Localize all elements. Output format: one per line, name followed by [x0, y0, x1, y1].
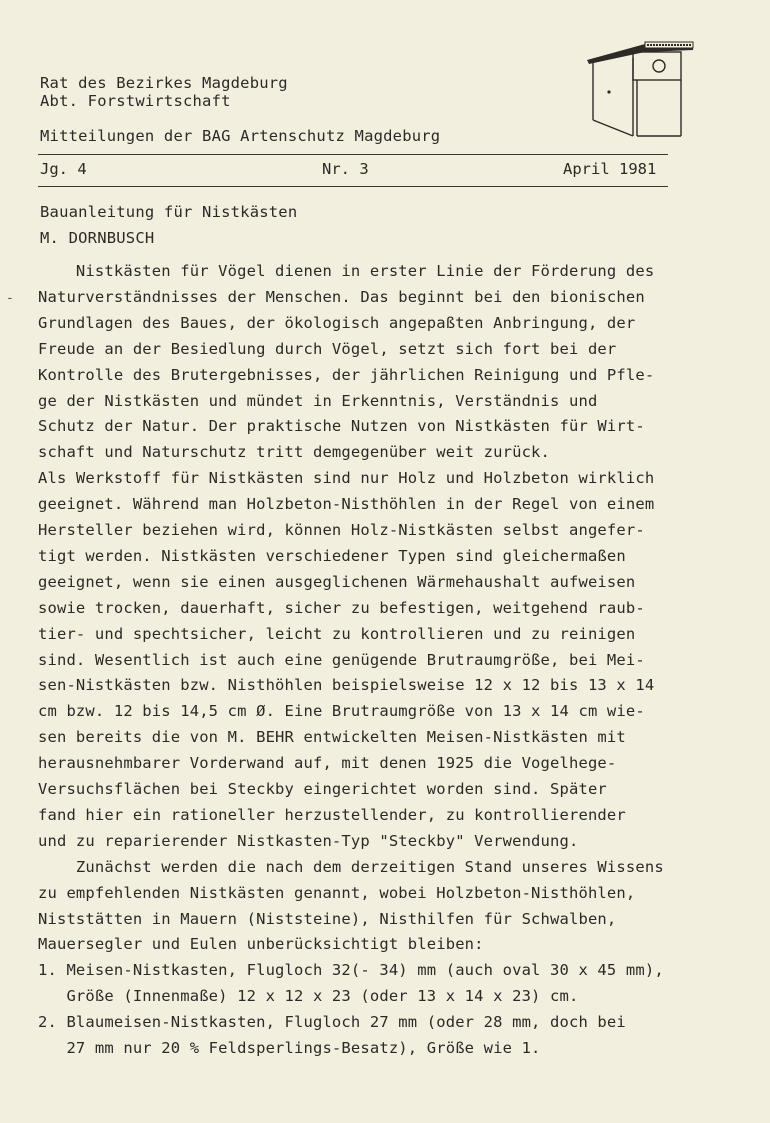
publication-title: Mitteilungen der BAG Artenschutz Magdeburg — [40, 127, 441, 145]
body-line: Mauersegler und Eulen unberücksichtigt bleiben: — [38, 935, 484, 954]
body-line: sen bereits die von M. BEHR entwickelten Meisen-Nistkästen mit — [38, 728, 626, 747]
article-author: M. DORNBUSCH — [40, 229, 155, 247]
body-line: Größe (Innenmaße) 12 x 12 x 23 (oder 13 x 14 x 23) cm. — [38, 987, 579, 1006]
body-line: sen-Nistkästen bzw. Nisthöhlen beispielsweise 12 x 12 bis 13 x 14 — [38, 676, 655, 695]
body-line: 2. Blaumeisen-Nistkasten, Flugloch 27 mm (oder 28 mm, doch bei — [38, 1013, 626, 1032]
body-line: Nistkästen für Vögel dienen in erster Linie der Förderung des — [38, 262, 655, 280]
body-line: geeignet, wenn sie einen ausgeglichenen Wärmehaushalt aufweisen — [38, 572, 636, 591]
body-line: Grundlagen des Baues, der ökologisch angepaßten Anbringung, der — [38, 313, 636, 332]
body-line: ge der Nistkästen und mündet in Erkenntnis, Verständnis und — [38, 391, 598, 410]
issue-volume: Jg. 4 — [40, 160, 87, 178]
org-department: Abt. Forstwirtschaft — [40, 92, 231, 110]
body-line: herausnehmbarer Vorderwand auf, mit denen 1925 die Vogelhege- — [38, 754, 617, 773]
body-line: sowie trocken, dauerhaft, sicher zu befestigen, weitgehend raub- — [38, 598, 645, 617]
body-line: Zunächst werden die nach dem derzeitigen Stand unseres Wissens — [38, 857, 664, 876]
body-line: Kontrolle des Brutergebnisses, der jährlichen Reinigung und Pfle- — [38, 365, 655, 384]
body-line: Freude an der Besiedlung durch Vögel, setzt sich fort bei der — [38, 339, 617, 358]
header-rule-top — [38, 154, 668, 155]
nest-box-logo — [585, 38, 697, 138]
body-line: geeignet. Während man Holzbeton-Nisthöhlen in der Regel von einem — [38, 495, 655, 514]
body-line: cm bzw. 12 bis 14,5 cm Ø. Eine Brutraumgröße von 13 x 14 cm wie- — [38, 702, 645, 721]
body-line: Schutz der Natur. Der praktische Nutzen von Nistkästen für Wirt- — [38, 417, 645, 436]
body-line: schaft und Naturschutz tritt demgegenüber weit zurück. — [38, 443, 551, 462]
body-line: zu empfehlenden Nistkästen genannt, wobei Holzbeton-Nisthöhlen, — [38, 883, 636, 902]
body-line: Als Werkstoff für Nistkästen sind nur Holz und Holzbeton wirklich — [38, 469, 655, 488]
body-line: fand hier ein rationeller herzustellender, zu kontrollierender — [38, 805, 626, 824]
body-line: sind. Wesentlich ist auch eine genügende Brutraumgröße, bei Mei- — [38, 650, 645, 669]
header-rule-bottom — [38, 186, 668, 187]
org-name: Rat des Bezirkes Magdeburg — [40, 74, 288, 92]
margin-dot: - — [6, 291, 14, 306]
body-line: Niststätten in Mauern (Niststeine), Nisthilfen für Schwalben, — [38, 909, 617, 928]
body-line: Versuchsflächen bei Steckby eingerichtet worden sind. Später — [38, 780, 607, 798]
body-line: 1. Meisen-Nistkasten, Flugloch 32(- 34) mm (auch oval 30 x 45 mm), — [38, 961, 664, 980]
body-line: Naturverständnisses der Menschen. Das beginnt bei den bionischen — [38, 287, 645, 306]
article-title: Bauanleitung für Nistkästen — [40, 203, 298, 221]
body-line: und zu reparierender Nistkasten-Typ "Steckby" Verwendung. — [38, 831, 579, 850]
body-line: 27 mm nur 20 % Feldsperlings-Besatz), Größe wie 1. — [38, 1039, 541, 1057]
body-line: tigt werden. Nistkästen verschiedener Typen sind gleichermaßen — [38, 546, 626, 565]
body-line: tier- und spechtsicher, leicht zu kontrollieren und zu reinigen — [38, 624, 636, 643]
issue-date: April 1981 — [563, 160, 657, 178]
body-line: Hersteller beziehen wird, können Holz-Nistkästen selbst angefer- — [38, 521, 645, 539]
issue-number: Nr. 3 — [322, 160, 369, 178]
